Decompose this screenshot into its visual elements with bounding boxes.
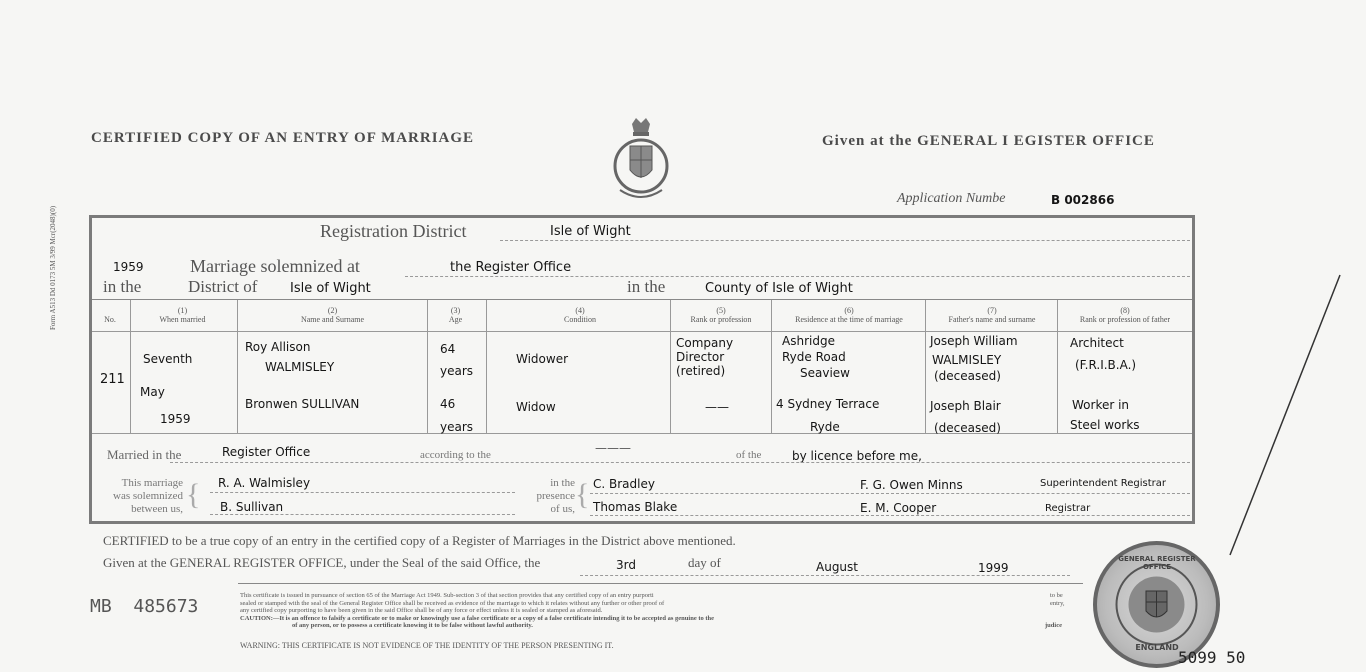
col-name: (2) Name and Surname (300, 306, 365, 324)
certification-statement: CERTIFIED to be a true copy of an entry in the certified copy of a Register of Marriages in the District above mentioned. (103, 533, 736, 548)
col-no: No. (104, 315, 116, 324)
brace-left: { (186, 478, 201, 511)
groom-condition: Widower (516, 352, 569, 366)
serial-number: MB 485673 (90, 596, 199, 617)
certification-day: 3rd (616, 558, 636, 572)
solemnized-place: the Register Office (450, 260, 572, 275)
col-father: (7) Father's name and surname (948, 306, 1036, 324)
registrar-2-signature: E. M. Cooper (860, 501, 937, 515)
bride-age-unit: years (440, 420, 474, 434)
certification-month: August (816, 560, 858, 574)
groom-residence-2: Ryde Road (782, 350, 846, 364)
in-the-label-2: in the (627, 277, 666, 296)
groom-profession-3: (retired) (676, 364, 726, 378)
groom-residence-3: Seaview (800, 366, 850, 380)
col-condition: (4) Condition (563, 306, 596, 324)
col-father-profession: (8) Rank or profession of father (1079, 306, 1171, 324)
married-in-label: Married in the (107, 447, 182, 462)
presence-label: in the presence of us, (536, 477, 575, 515)
certificate-title: CERTIFIED COPY OF AN ENTRY OF MARRIAGE (91, 130, 475, 146)
royal-crest-icon (612, 118, 670, 206)
given-at-label: Given at the GENERAL REGISTER OFFICE, under the Seal of the said Office, the (103, 555, 541, 570)
rites-value: ——— (595, 441, 631, 455)
bride-name: Bronwen SULLIVAN (245, 397, 360, 411)
by-licence: by licence before me, (792, 449, 922, 463)
registration-district-value: Isle of Wight (550, 224, 631, 239)
groom-residence-1: Ashridge (782, 334, 835, 348)
when-married-month: May (140, 385, 165, 399)
issuing-office: Given at the GENERAL I EGISTER OFFICE (822, 133, 1155, 149)
groom-forenames: Roy Allison (245, 340, 311, 354)
form-side-text: Form A513 Dd 0173 5M 3/99 Mcr(2048)(0) (49, 205, 57, 330)
of-the-label: of the (736, 449, 762, 461)
groom-age-unit: years (440, 364, 474, 378)
application-label: Application Numbe (897, 191, 1006, 206)
groom-profession-1: Company (676, 336, 734, 350)
bride-father-2: (deceased) (934, 421, 1001, 435)
registration-district-label: Registration District (320, 221, 467, 241)
bride-father-profession-2: Steel works (1070, 418, 1140, 432)
bride-father-profession-1: Worker in (1072, 398, 1130, 412)
legal-notice: This certificate is issued in pursuance of section 65 of the Marriage Act 1949. Sub-section 3 of that section provides that any certified copy of an entry purporti sealed or stamped with the seal of the General Register Office shall be received as evidence of the marriage to which it relates without any further or other proof of any certified copy purporting to have been given in the said Office shall be of any force or effect unless it is sealed or stamped as aforesaid. CAUTION:—It is an offence to falsify a certificate or to make or knowingly use a false certificate or a copy of a false certificate intending it to be accepted as genuine to the of any person, or to possess a certificate knowing it to be false without lawful authority. (240, 592, 715, 629)
party-1-signature: R. A. Walmisley (218, 476, 311, 490)
col-residence: (6) Residence at the time of marriage (795, 306, 903, 324)
bride-condition: Widow (516, 400, 556, 414)
solemnized-between-label: This marriage was solemnized between us, (113, 477, 183, 515)
bride-residence-1: 4 Sydney Terrace (776, 397, 880, 411)
marriage-year: 1959 (113, 260, 144, 274)
entry-number: 211 (100, 372, 125, 387)
bride-profession: —— (705, 400, 729, 414)
when-married-year: 1959 (160, 412, 191, 426)
col-age: (3) Age (448, 306, 463, 324)
registrar-1-signature: F. G. Owen Minns (860, 478, 963, 492)
bride-residence-2: Ryde (810, 420, 840, 434)
groom-father-3: (deceased) (934, 369, 1001, 383)
solemnized-label: Marriage solemnized at (190, 256, 360, 276)
county-value: County of Isle of Wight (705, 281, 853, 296)
registrar-2-title: Registrar (1045, 503, 1091, 514)
witness-2-signature: Thomas Blake (593, 500, 678, 514)
witness-1-signature: C. Bradley (593, 477, 655, 491)
pen-stroke-mark (1225, 270, 1345, 560)
married-in-place: Register Office (222, 445, 311, 459)
bride-father-1: Joseph Blair (930, 399, 1001, 413)
groom-profession-2: Director (676, 350, 725, 364)
day-of-label: day of (688, 555, 721, 570)
groom-father-profession-2: (F.R.I.B.A.) (1075, 358, 1137, 372)
district-of-label: District of (188, 277, 258, 296)
in-the-label: in the (103, 277, 142, 296)
groom-father-2: WALMISLEY (932, 353, 1002, 367)
groom-age: 64 (440, 342, 456, 356)
brace-right: { (575, 478, 590, 511)
bride-age: 46 (440, 397, 456, 411)
col-profession: (5) Rank or profession (690, 306, 752, 324)
application-number: B 002866 (1051, 193, 1115, 207)
certification-year: 1999 (978, 561, 1009, 575)
legal-notice-right: to be entry, (1050, 592, 1065, 607)
warning-text: WARNING: THIS CERTIFICATE IS NOT EVIDENCE OF THE IDENTITY OF THE PERSON PRESENTING IT. (240, 641, 614, 650)
district-of-value: Isle of Wight (290, 281, 371, 296)
stamp-number: 5099 50 (1178, 648, 1246, 667)
registrar-1-title: Superintendent Registrar (1040, 478, 1167, 489)
when-married-day: Seventh (143, 352, 193, 366)
judice-text: judice (1045, 622, 1062, 629)
according-label: according to the (420, 449, 491, 461)
groom-surname: WALMISLEY (265, 360, 335, 374)
party-2-signature: B. Sullivan (220, 500, 284, 514)
groom-father-1: Joseph William (930, 334, 1018, 348)
col-when-married: (1) When married (159, 306, 206, 324)
general-register-office-seal: GENERAL REGISTER OFFICE ENGLAND (1093, 541, 1220, 668)
groom-father-profession-1: Architect (1070, 336, 1124, 350)
